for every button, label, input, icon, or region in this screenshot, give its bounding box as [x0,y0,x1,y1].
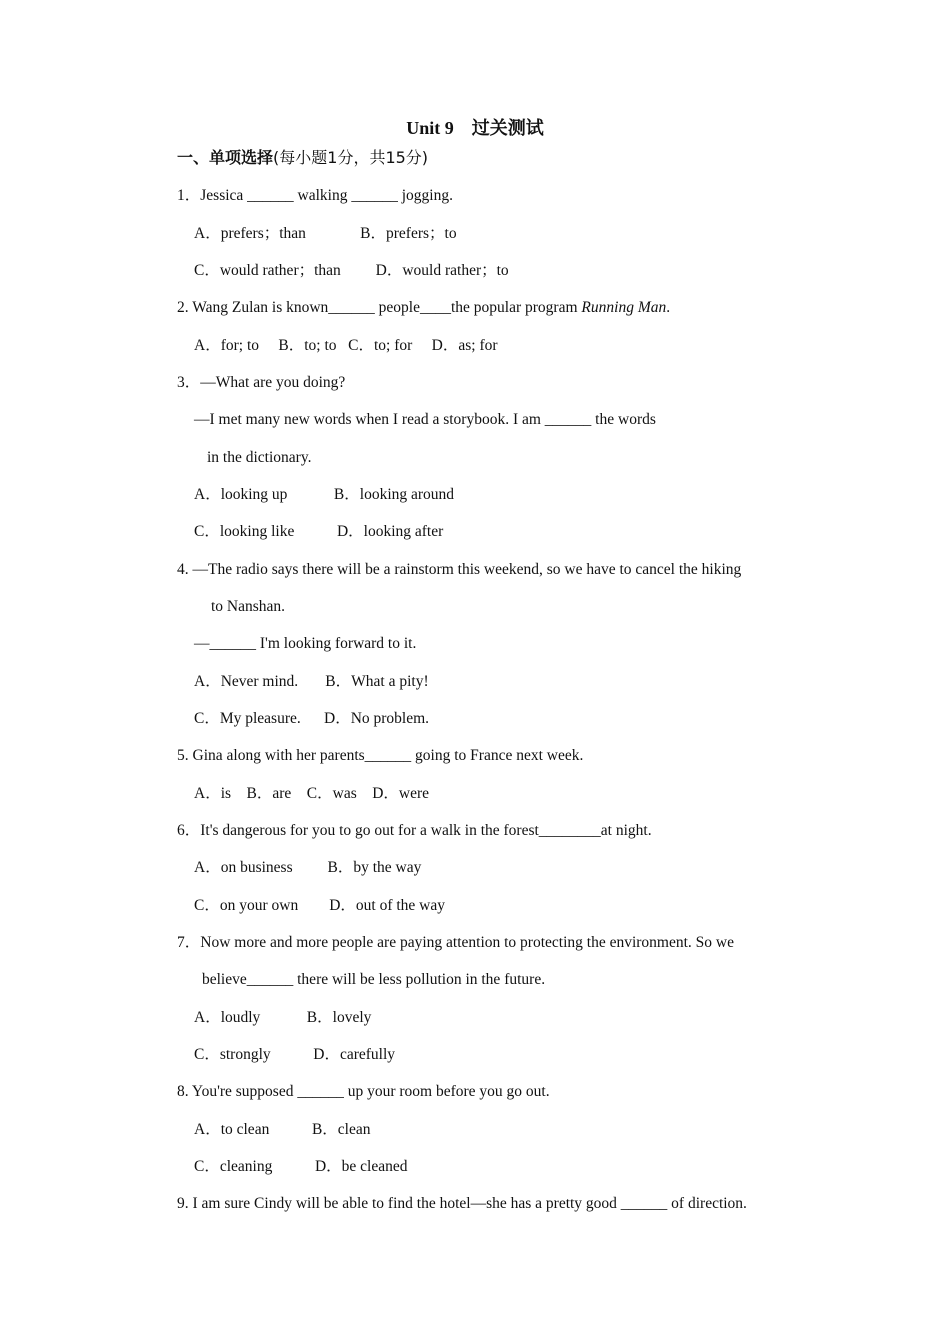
question-5-options: A．is B．are C．was D．were [194,785,430,802]
question-9: 9. I am sure Cindy will be able to find the hotel—she has a pretty good ______ of direction. [177,1195,747,1212]
section-heading [177,148,428,168]
question-2-text: 2. Wang Zulan is known______ people____the popular program [177,299,582,316]
question-1-options-cd: C．would rather；than D．would rather；to [194,262,509,279]
question-3-options-cd: C．looking like D．looking after [194,523,444,540]
question-6-options-ab: A．on business B．by the way [194,859,422,876]
question-6: 6．It's dangerous for you to go out for a walk in the forest________at night. [177,822,652,839]
question-3-reply: —I met many new words when I read a storybook. I am ______ the words [194,411,656,428]
question-1: 1．Jessica ______ walking ______ jogging. [177,187,453,204]
section-heading-label: 一、单项选择 [177,148,274,167]
question-8-options-cd: C．cleaning D．be cleaned [194,1158,408,1175]
question-4-options-ab: A．Never mind. B．What a pity! [194,673,429,690]
question-7-options-ab: A．loudly B．lovely [194,1009,372,1026]
page-title: Unit 9 过关测试 [406,118,544,138]
question-3-options-ab: A．looking up B．looking around [194,486,455,503]
question-7-continued: believe______ there will be less pollution in the future. [202,971,546,988]
question-7-options-cd: C．strongly D．carefully [194,1046,396,1063]
question-2-options: A．for; to B．to; to C．to; for D．as; for [194,337,498,354]
question-4-reply: —______ I'm looking forward to it. [194,635,417,652]
question-6-options-cd: C．on your own D．out of the way [194,897,445,914]
question-2-program-name: Running Man [581,299,667,316]
question-8: 8. You're supposed ______ up your room before you go out. [177,1083,550,1100]
question-4: 4. —The radio says there will be a rainstorm this weekend, so we have to cancel the hiking [177,561,742,578]
question-4-options-cd: C．My pleasure. D．No problem. [194,710,430,727]
question-8-options-ab: A．to clean B．clean [194,1121,371,1138]
question-2 [177,298,670,318]
question-7: 7．Now more and more people are paying attention to protecting the environment. So we [177,934,734,951]
question-3: 3．—What are you doing? [177,374,346,391]
question-4-continued: to Nanshan. [211,598,286,615]
question-5: 5. Gina along with her parents______ going to France next week. [177,747,584,764]
question-1-options-ab: A．prefers；than B．prefers；to [194,225,457,242]
question-2-period: . [666,299,671,316]
question-3-reply-continued: in the dictionary. [207,449,312,466]
section-points: (每小题1分，共15分) [273,148,429,167]
